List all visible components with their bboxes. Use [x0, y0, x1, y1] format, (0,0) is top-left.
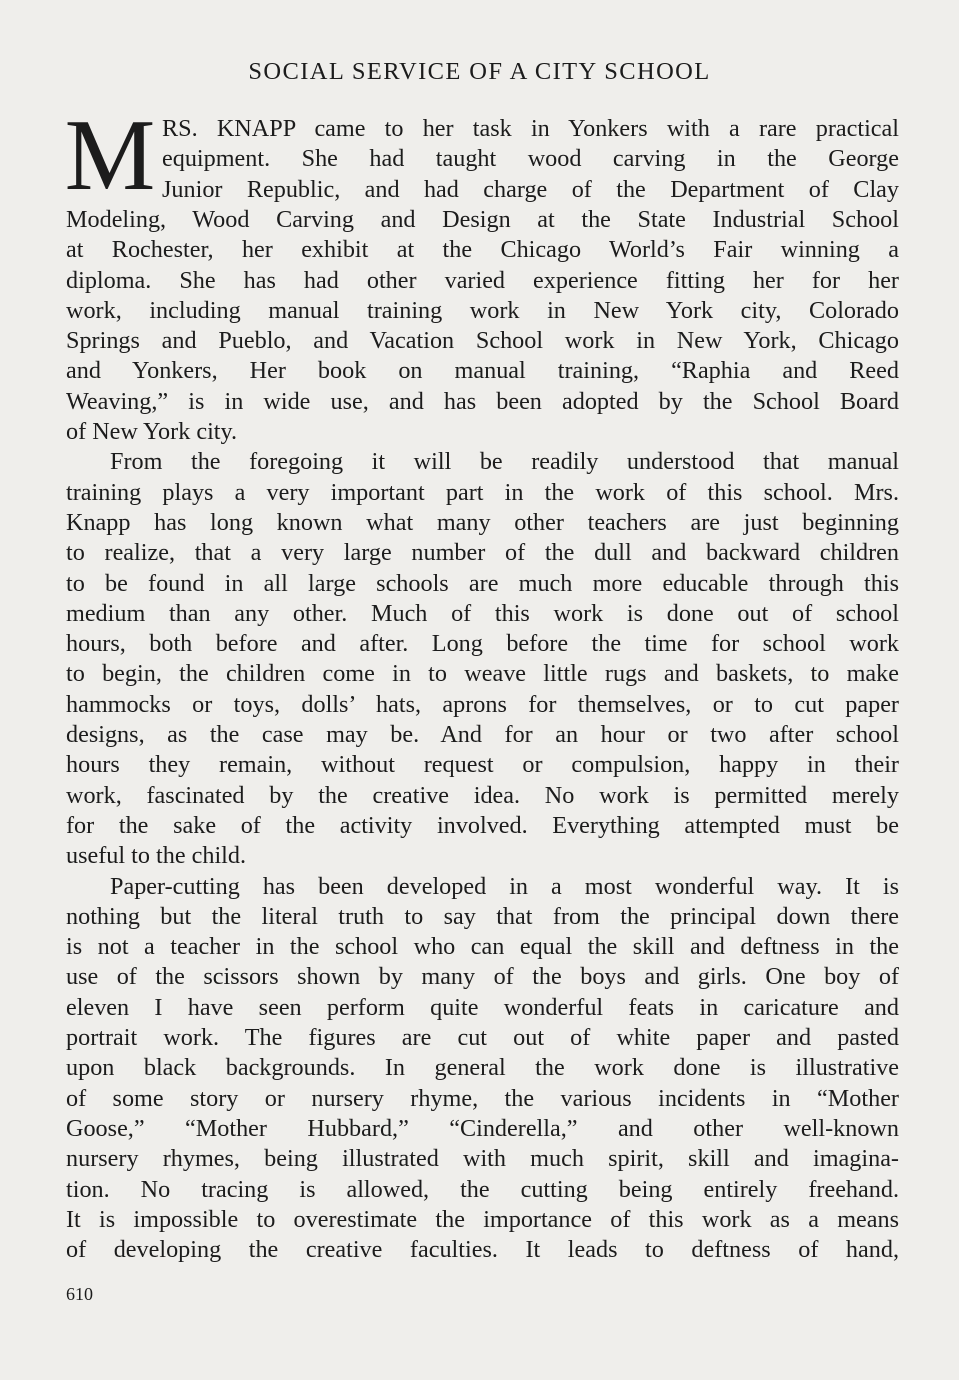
- text-line: at Rochester, her exhibit at the Chicago World’s Fair winning a: [66, 236, 899, 264]
- text-line: useful to the child.: [66, 842, 247, 870]
- text-line: Paper-cutting has been developed in a most wonderful way. It is: [110, 872, 899, 900]
- text-line: use of the scissors shown by many of the boys and girls. One boy of: [66, 963, 899, 991]
- text-line: tion. No tracing is allowed, the cutting being entirely freehand.: [66, 1175, 899, 1203]
- text-line: work, including manual training work in New York city, Colorado: [66, 296, 899, 324]
- text-line: It is impossible to overestimate the importance of this work as a means: [66, 1205, 899, 1233]
- text-line: Weaving,” is in wide use, and has been adopted by the School Board: [66, 387, 899, 415]
- text-line: Knapp has long known what many other teachers are just beginning: [66, 508, 899, 536]
- text-line: Modeling, Wood Carving and Design at the State Industrial School: [66, 205, 899, 233]
- drop-cap: M: [64, 99, 156, 212]
- text-line: eleven I have seen perform quite wonderful feats in caricature and: [66, 993, 899, 1021]
- text-line: Goose,” “Mother Hubbard,” “Cinderella,” and other well-known: [66, 1114, 899, 1142]
- text-line: hours, both before and after. Long before the time for school work: [66, 630, 899, 658]
- text-line: upon black backgrounds. In general the work done is illustrative: [66, 1054, 899, 1082]
- running-head: SOCIAL SERVICE OF A CITY SCHOOL: [248, 58, 711, 85]
- text-line: designs, as the case may be. And for an hour or two after school: [66, 721, 899, 748]
- text-line: of New York city.: [66, 418, 238, 445]
- page-number: 610: [66, 1284, 93, 1304]
- text-line: hammocks or toys, dolls’ hats, aprons for themselves, or to cut paper: [66, 690, 899, 718]
- text-line: to begin, the children come in to weave little rugs and baskets, to make: [66, 660, 899, 688]
- text-line: portrait work. The figures are cut out of white paper and pasted: [66, 1024, 899, 1051]
- text-line: to be found in all large schools are much more educable through this: [66, 569, 899, 597]
- text-line: nursery rhymes, being illustrated with much spirit, skill and imagina-: [66, 1145, 899, 1173]
- text-line: of some story or nursery rhyme, the various incidents in “Mother: [66, 1084, 899, 1112]
- text-line: From the foregoing it will be readily understood that manual: [110, 448, 899, 476]
- text-line: equipment. She had taught wood carving in the George: [162, 145, 899, 173]
- text-line: RS. KNAPP came to her task in Yonkers with a rare practical: [162, 115, 899, 142]
- text-line: medium than any other. Much of this work is done out of school: [66, 599, 899, 627]
- text-line: of developing the creative faculties. It leads to deftness of hand,: [66, 1236, 899, 1264]
- text-line: hours they remain, without request or compulsion, happy in their: [66, 751, 899, 779]
- text-line: training plays a very important part in the work of this school. Mrs.: [66, 478, 899, 506]
- text-line: work, fascinated by the creative idea. No work is permitted merely: [66, 781, 899, 809]
- text-line: nothing but the literal truth to say that from the principal down there: [66, 902, 899, 930]
- text-line: Junior Republic, and had charge of the Department of Clay: [162, 175, 899, 203]
- text-line: and Yonkers, Her book on manual training, “Raphia and Reed: [66, 357, 899, 385]
- text-line: diploma. She has had other varied experience fitting her for her: [66, 266, 899, 294]
- text-line: is not a teacher in the school who can equal the skill and deftness in the: [66, 933, 899, 961]
- text-line: for the sake of the activity involved. Everything attempted must be: [66, 811, 899, 839]
- text-line: to realize, that a very large number of the dull and backward children: [66, 539, 899, 567]
- text-line: Springs and Pueblo, and Vacation School work in New York, Chicago: [66, 327, 899, 355]
